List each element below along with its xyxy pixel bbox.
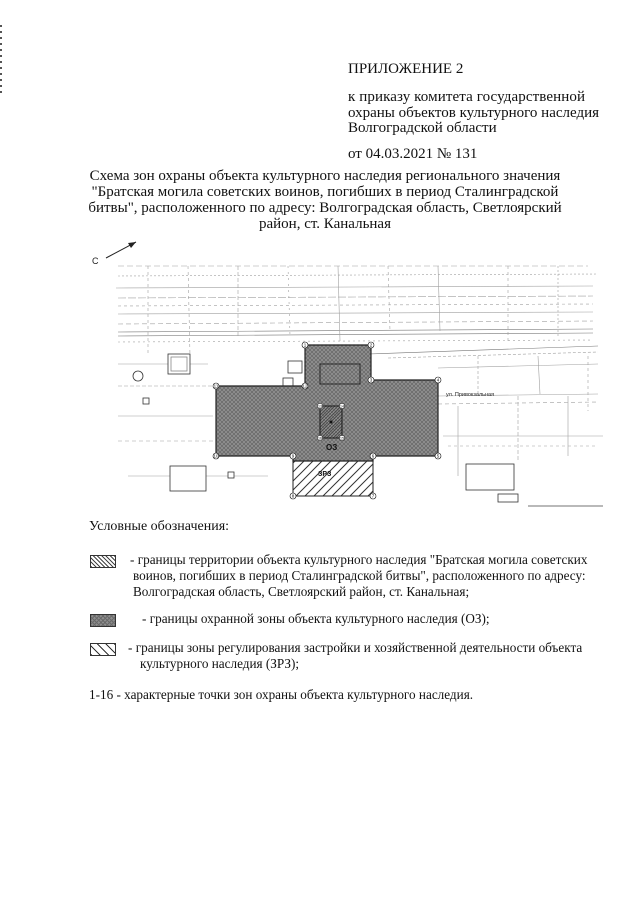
point-marker <box>290 493 296 499</box>
point-label: 14 <box>340 404 344 409</box>
point-label: 12 <box>302 383 308 389</box>
point-marker <box>302 383 308 389</box>
point-marker <box>435 453 441 459</box>
point-label: 4 <box>436 377 440 383</box>
order-date: от 04.03.2021 № 131 <box>348 146 478 162</box>
characteristic-points-note: 1-16 - характерные точки зон охраны объекта культурного наследия. <box>89 687 474 702</box>
point-label: 15 <box>340 436 344 441</box>
point-marker <box>368 377 374 383</box>
scheme-title-line3: битвы", расположенного по адресу: Волгоградская область, Светлоярский <box>88 200 562 216</box>
order-reference-line3: Волгоградской области <box>348 120 497 136</box>
point-label: 8 <box>291 493 295 499</box>
street-label: ул. Привокзальная <box>446 392 495 398</box>
regulation-zone-swatch-icon <box>90 643 116 656</box>
point-label: 1 <box>303 342 307 348</box>
order-reference-line2: охраны объектов культурного наследия <box>348 105 600 121</box>
point-marker <box>370 493 376 499</box>
north-arrow-icon <box>106 242 136 258</box>
point-label: 7 <box>371 493 375 499</box>
point-label: 13 <box>318 404 322 409</box>
point-label: 10 <box>213 453 219 459</box>
point-marker <box>317 435 322 440</box>
point-marker <box>368 342 374 348</box>
point-marker <box>370 453 376 459</box>
point-label: 16 <box>318 436 322 441</box>
point-marker <box>317 403 322 408</box>
scheme-title-line1: Схема зон охраны объекта культурного наследия регионального значения <box>89 168 561 184</box>
legend-item-zrz-line1: - границы зоны регулирования застройки и хозяйственной деятельности объекта <box>128 640 583 655</box>
scheme-title-line4: район, ст. Канальная <box>259 216 391 232</box>
scheme-title-line2: "Братская могила советских воинов, погибших в период Сталинградской <box>91 184 559 200</box>
zone-oz-label: ОЗ <box>326 443 338 452</box>
legend-item-zrz-line2: культурного наследия (ЗРЗ); <box>140 656 300 671</box>
protective-zone-swatch-icon <box>90 614 116 627</box>
point-label: 11 <box>213 383 219 389</box>
order-reference-line1: к приказу комитета государственной <box>348 89 586 105</box>
point-label: 3 <box>369 377 373 383</box>
north-label: С <box>92 256 99 266</box>
legend-item-territory-line3: Волгоградская область, Светлоярский район, ст. Канальная; <box>133 584 470 599</box>
legend-item-territory-line2: воинов, погибших в период Сталинградской битвы", расположенного по адресу: <box>133 568 586 583</box>
scheme-title <box>80 168 570 232</box>
point-marker <box>290 453 296 459</box>
point-marker <box>302 342 308 348</box>
territory-boundary-swatch-icon <box>90 555 116 568</box>
point-marker <box>339 435 344 440</box>
point-marker <box>339 403 344 408</box>
tree-symbol-icon <box>133 371 143 381</box>
appendix-number: ПРИЛОЖЕНИЕ 2 <box>348 61 464 77</box>
legend-heading: Условные обозначения: <box>89 519 230 534</box>
monument-point-icon <box>330 421 333 424</box>
point-marker <box>435 377 441 383</box>
point-label: 2 <box>369 342 373 348</box>
point-label: 6 <box>371 453 375 459</box>
point-label: 9 <box>291 453 295 459</box>
point-marker <box>213 383 219 389</box>
page-edge-marks <box>0 25 2 95</box>
point-marker <box>213 453 219 459</box>
legend-item-oz: - границы охранной зоны объекта культурного наследия (ОЗ); <box>142 611 490 626</box>
legend-item-territory-line1: - границы территории объекта культурного наследия "Братская могила советских <box>130 552 588 567</box>
zone-zrz-label: ЗРЗ <box>318 471 332 478</box>
development-regulation-zone-zrz <box>293 461 373 496</box>
zone-scheme-map <box>88 236 608 511</box>
point-label: 5 <box>436 453 440 459</box>
